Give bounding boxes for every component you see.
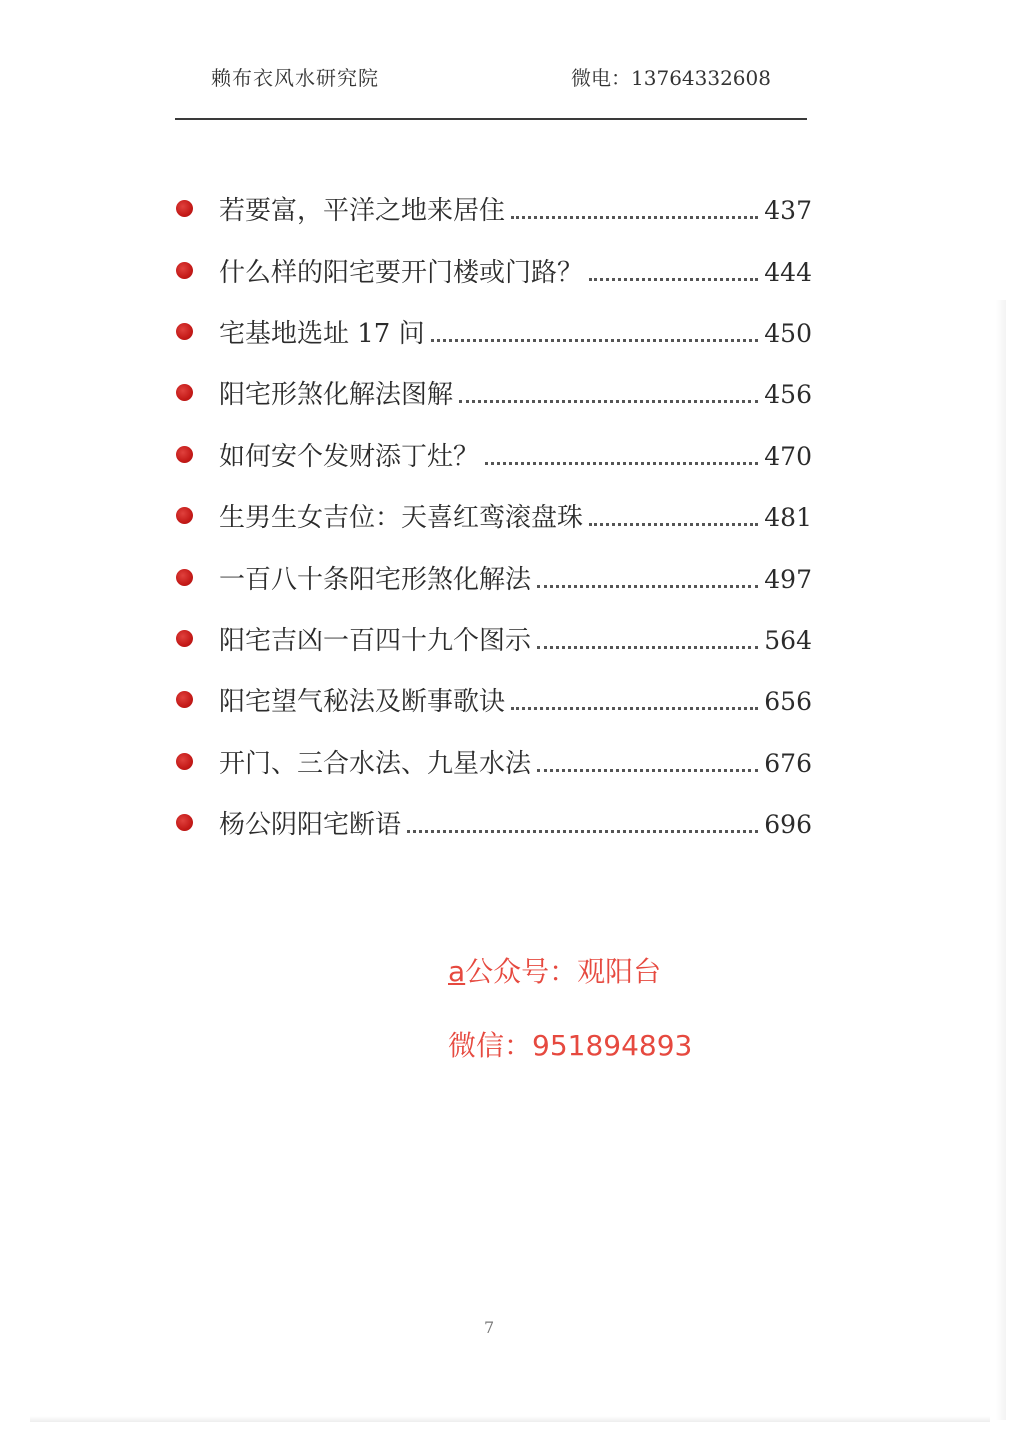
watermark-prefix: a (448, 955, 466, 988)
toc-entry-page: 456 (764, 380, 812, 410)
toc-entry-text (219, 252, 812, 289)
toc-entry-text (219, 436, 812, 473)
bullet-dot-icon (176, 384, 193, 401)
toc-entry-page: 450 (764, 318, 812, 348)
dot-leader (511, 215, 758, 219)
toc-entry-page: 656 (764, 687, 812, 717)
toc-entry-text (219, 313, 812, 350)
toc-entry-page: 676 (764, 748, 812, 778)
dot-leader (589, 277, 758, 281)
toc-entry-text (219, 190, 812, 227)
toc-entry-page: 564 (764, 625, 812, 655)
toc-entry-page: 481 (764, 503, 812, 533)
toc-entry-title: 阳宅形煞化解法图解 (219, 380, 454, 411)
bullet-dot-icon (176, 507, 193, 524)
toc-entry[interactable] (172, 731, 812, 792)
toc-entry-text (219, 620, 812, 657)
toc-entry[interactable] (172, 239, 812, 300)
toc-entry-title: 阳宅吉凶一百四十九个图示 (219, 625, 532, 656)
bullet-dot-icon (176, 814, 193, 831)
header-contact: 微电：13764332608 (571, 66, 771, 90)
toc-entry-title: 什么样的阳宅要开门楼或门路？ (219, 257, 584, 288)
toc-entry[interactable] (172, 608, 812, 669)
header-institute-name: 赖布衣风水研究院 (211, 66, 379, 90)
toc-entry-page: 497 (764, 564, 812, 594)
page-number: 7 (484, 1318, 495, 1337)
toc-entry-title: 阳宅望气秘法及断事歌诀 (219, 687, 506, 718)
toc-entry-text (219, 374, 812, 411)
toc-entry-text (219, 804, 812, 841)
toc-entry-page: 437 (764, 196, 812, 226)
toc-entry[interactable] (172, 301, 812, 362)
bullet-dot-icon (176, 691, 193, 708)
bullet-dot-icon (176, 200, 193, 217)
toc-entry-title: 开门、三合水法、九星水法 (219, 748, 532, 779)
watermark-public-account (448, 950, 661, 990)
dot-leader (485, 461, 758, 465)
dot-leader (431, 338, 759, 342)
page-edge-shadow (996, 300, 1006, 1420)
toc-entry-title: 宅基地选址 17 问 (219, 318, 425, 349)
page-bottom-shadow (30, 1416, 990, 1422)
toc-entry-page: 444 (764, 257, 812, 287)
bullet-dot-icon (176, 753, 193, 770)
toc-entry[interactable] (172, 362, 812, 423)
toc-entry[interactable] (172, 424, 812, 485)
running-header (175, 60, 807, 94)
toc-entry[interactable] (172, 178, 812, 239)
dot-leader (459, 399, 758, 403)
toc-entry-title: 一百八十条阳宅形煞化解法 (219, 564, 532, 595)
dot-leader (589, 522, 758, 526)
toc-entry-text (219, 743, 812, 780)
bullet-dot-icon (176, 569, 193, 586)
toc-entry-title: 杨公阴阳宅断语 (219, 810, 402, 841)
toc-entry[interactable] (172, 792, 812, 853)
dot-leader (537, 645, 758, 649)
toc-entry-text (219, 681, 812, 718)
toc-entry-title: 若要富，平洋之地来居住 (219, 196, 506, 227)
toc-entry-text (219, 559, 812, 596)
toc-entry-text (219, 497, 812, 534)
header-divider (175, 118, 807, 120)
watermark-wechat: 微信：951894893 (448, 1029, 693, 1062)
toc-entry-page: 696 (764, 810, 812, 840)
bullet-dot-icon (176, 446, 193, 463)
dot-leader (407, 829, 758, 833)
table-of-contents (172, 178, 812, 853)
watermark-account-text: 公众号：观阳台 (465, 955, 662, 988)
bullet-dot-icon (176, 630, 193, 647)
toc-entry-title: 如何安个发财添丁灶？ (219, 441, 480, 472)
toc-entry[interactable] (172, 669, 812, 730)
toc-entry-page: 470 (764, 441, 812, 471)
toc-entry[interactable] (172, 485, 812, 546)
toc-entry[interactable] (172, 546, 812, 607)
toc-entry-title: 生男生女吉位：天喜红鸾滚盘珠 (219, 503, 584, 534)
dot-leader (511, 706, 758, 710)
dot-leader (537, 584, 758, 588)
dot-leader (537, 768, 758, 772)
bullet-dot-icon (176, 323, 193, 340)
bullet-dot-icon (176, 262, 193, 279)
